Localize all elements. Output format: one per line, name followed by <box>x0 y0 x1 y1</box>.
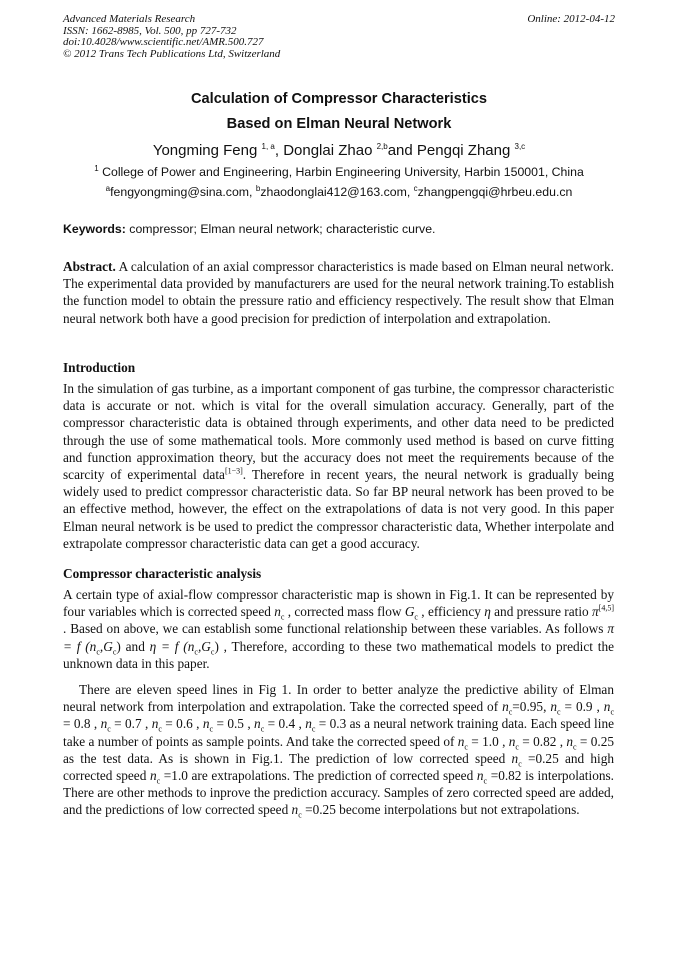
sym-n: n <box>254 716 261 732</box>
analysis-text-f: and <box>120 638 150 654</box>
sym-c: c <box>96 647 100 657</box>
sym-c: c <box>298 811 302 821</box>
sym-c: c <box>107 725 111 735</box>
p2-i: = 0.3 as a neural network training data. Each speed line take a number of points as sample points. And take the corrected speed of <box>63 716 614 749</box>
sym-n: n <box>100 716 108 732</box>
equation-pi-close: ) <box>116 638 121 654</box>
sym-n: n <box>566 733 574 749</box>
sym-n: n <box>511 750 519 766</box>
sym-c: c <box>194 647 198 657</box>
email-c: zhangpengqi@hrbeu.edu.cn <box>417 185 573 199</box>
sym-c: c <box>280 612 285 622</box>
sym-n: n <box>476 768 484 784</box>
sym-c: c <box>515 742 519 752</box>
sym-c: c <box>156 776 161 786</box>
introduction-paragraph <box>63 380 614 552</box>
equation-eta: η = f (n <box>149 638 195 654</box>
analysis-text-b: , corrected mass flow <box>284 604 405 620</box>
sym-n: n <box>274 604 281 620</box>
analysis-paragraph-2 <box>63 681 614 819</box>
sym-c: c <box>464 742 468 752</box>
sym-c: c <box>210 647 215 657</box>
analysis-text-g: , Therefore, according to these two mathematical models to predict the unknown data in this paper. <box>63 638 614 671</box>
sym-c: c <box>518 759 522 769</box>
analysis-text-c: , efficiency <box>417 604 485 620</box>
introduction-heading: Introduction <box>63 360 136 375</box>
sym-eta: η <box>484 604 491 620</box>
emails <box>0 185 678 199</box>
abstract-label: Abstract. <box>63 259 116 274</box>
equation-eta-G: ,G <box>197 638 211 654</box>
abstract-text: A calculation of an axial compressor characteristics is made based on Elman neural network. The experimental data provided by manufacturers are used for the neural network training.To establish the function model to obtain the pressure ratio and efficiency respectively. The result show that Elman neural network both have a good precision for prediction of interpolation and extrapolation. <box>63 259 614 326</box>
keywords-text: compressor; Elman neural network; characteristic curve. <box>125 222 436 236</box>
p2-f: = 0.6 , <box>161 716 203 732</box>
email-a: fengyongming@sina.com, <box>110 185 256 199</box>
equation-pi: π = f (n <box>63 621 614 654</box>
issn: ISSN: 1662-8985, Vol. 500, pp 727-732 <box>63 24 237 37</box>
authors <box>0 142 678 159</box>
p2-o: =0.82 is interpolations. There are other methods to inprove the prediction accuracy. Samples of zero corrected speed are added, and the predictions of low corrected speed <box>63 768 614 818</box>
p2-m: =0.25 and high corrected speed <box>63 750 614 784</box>
journal-header <box>63 14 615 60</box>
sym-n: n <box>151 716 159 732</box>
sym-c: c <box>311 725 316 735</box>
ref-4-5: [4,5] <box>598 603 614 613</box>
sym-c: c <box>158 725 162 735</box>
p2-l: = 0.25 as the test data. As is shown in Fig.1. The prediction of low corrected speed <box>63 733 614 766</box>
analysis-heading: Compressor characteristic analysis <box>63 566 262 581</box>
email-c-sup: c <box>413 183 418 193</box>
sym-c: c <box>557 707 561 717</box>
p2-d: = 0.8 , <box>63 716 101 732</box>
keywords-label: Keywords: <box>63 222 126 236</box>
author-2: , Donglai Zhao <box>274 142 373 159</box>
sym-c: c <box>573 742 577 752</box>
sym-c: c <box>483 776 488 786</box>
author-1-sup: 1, a <box>261 142 275 151</box>
sym-n: n <box>305 716 312 732</box>
p2-n: =1.0 are extrapolations. The prediction of corrected speed <box>160 768 477 784</box>
sym-c: c <box>260 725 265 735</box>
abstract <box>63 258 614 327</box>
keywords <box>63 222 435 236</box>
sym-n: n <box>291 802 299 818</box>
p2-a: There are eleven speed lines in Fig 1. In order to better analyze the predictive ability of Elman neural network from interpolation and extrapolation. Take the corrected speed of <box>63 682 614 715</box>
email-b-sup: b <box>255 183 261 193</box>
author-3: and Pengqi Zhang <box>387 142 511 159</box>
p2-j: = 1.0 , <box>467 733 509 749</box>
sym-n: n <box>202 716 210 732</box>
sym-G: G <box>404 604 415 620</box>
doi: doi:10.4028/www.scientific.net/AMR.500.727 <box>63 36 264 48</box>
sym-c: c <box>209 725 214 735</box>
journal-name: Advanced Materials Research <box>63 13 196 25</box>
paper-title-line2: Based on Elman Neural Network <box>226 116 452 132</box>
intro-text-2: . Therefore in recent years, the neural network is gradually being widely used to predict compressor characteristic data. So far BP neural network has been proved to be an effective method, however, the effect on the extrapolations of data is not very good. In this paper Elman neural network is be used to predict the compressor characteristic data, Whether interpolate and extrapolate compressor characteristic data can get a good accuracy. <box>63 467 614 551</box>
equation-pi-G: ,G <box>99 638 113 654</box>
sym-n: n <box>508 733 516 749</box>
analysis-text-e: . Based on above, we can establish some functional relationship between these variables. As follows <box>63 621 608 637</box>
analysis-paragraph-1 <box>63 586 614 672</box>
author-3-sup: 3,c <box>514 142 526 151</box>
equation-eta-close: ) <box>214 638 219 654</box>
email-b: zhaodonglai412@163.com, <box>260 185 414 199</box>
sym-n: n <box>149 768 157 784</box>
p2-e: = 0.7 , <box>110 716 152 732</box>
paper-title-line1: Calculation of Compressor Characteristics <box>190 91 487 107</box>
sym-c: c <box>112 647 117 657</box>
affiliation-text: College of Power and Engineering, Harbin Engineering University, Harbin 150001, China <box>102 165 584 179</box>
sym-c: c <box>610 707 614 717</box>
ref-1-3: [1−3] <box>224 466 243 476</box>
sym-n: n <box>550 699 557 715</box>
online-date: Online: 2012-04-12 <box>527 13 615 25</box>
sym-c: c <box>508 707 513 717</box>
intro-text-1: In the simulation of gas turbine, as a important component of gas turbine, the compressor characteristic data is accurate or not. which is vital for the overall simulation accuracy. Generally, part of the compressor characteristic data is obtained through experiments, and other data need to be predicted through the use of some mathematical tools. More commonly used method is based on curve fitting and function approximation theory, but the accuracy does not meet the requirements because of the scarcity of experimental data <box>63 381 614 483</box>
author-1: Yongming Feng <box>152 142 258 159</box>
email-a-sup: a <box>105 183 111 193</box>
p2-k: = 0.82 , <box>518 733 567 749</box>
sym-c: c <box>414 612 418 622</box>
p2-g: = 0.5 , <box>213 716 255 732</box>
p2-c: = 0.9 , <box>560 699 604 715</box>
author-2-sup: 2,b <box>376 142 388 151</box>
sym-n: n <box>457 733 465 749</box>
copyright: © 2012 Trans Tech Publications Ltd, Switzerland <box>63 47 281 60</box>
sym-n: n <box>502 699 509 715</box>
analysis-text-a: A certain type of axial-flow compressor characteristic map is shown in Fig.1. It can be represented by four variables which is corrected speed <box>63 587 614 620</box>
affiliation <box>0 165 678 179</box>
affiliation-num: 1 <box>94 163 99 173</box>
analysis-text-d: and pressure ratio <box>490 604 592 620</box>
sym-pi: π <box>592 604 599 620</box>
p2-h: = 0.4 , <box>264 716 306 732</box>
sym-n: n <box>603 699 611 715</box>
p2-b: =0.95, <box>512 699 551 715</box>
p2-p: =0.25 become interpolations but not extrapolations. <box>301 802 580 818</box>
